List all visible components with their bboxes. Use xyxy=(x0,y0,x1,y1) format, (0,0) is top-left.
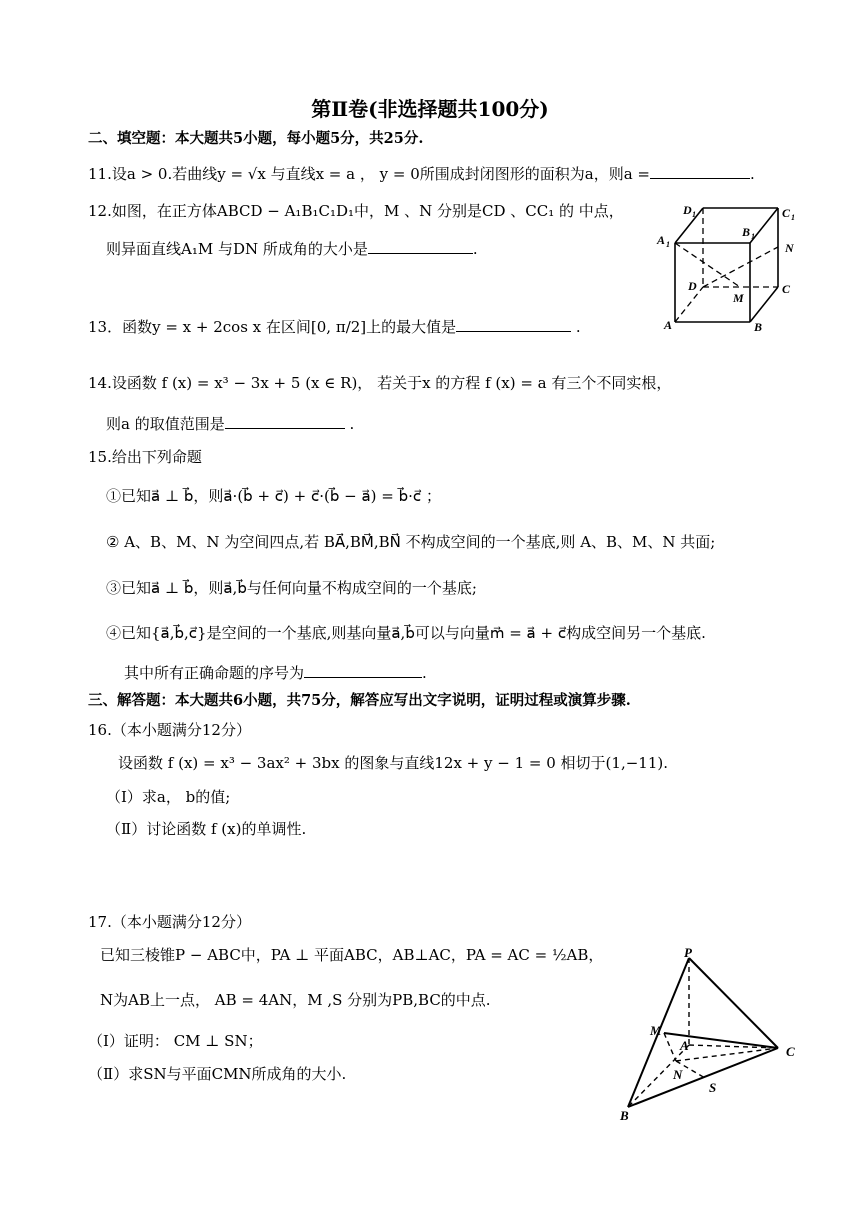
question-16-header: 16.（本小题满分12分） xyxy=(88,721,251,739)
pyramid-label-B: B xyxy=(620,1108,629,1123)
question-17-header: 17.（本小题满分12分） xyxy=(88,913,251,931)
answer-blank-14[interactable] xyxy=(225,414,345,429)
cube-label-A1-sub: 1 xyxy=(666,240,670,249)
question-12-line-2: 则异面直线A₁M 与DN 所成角的大小是 . xyxy=(106,240,478,258)
question-11-text: 11.设a > 0.若曲线y = √x 与直线x = a ， y = 0所围成封闭图形的面积为a，则a = xyxy=(88,165,650,183)
cube-label-C: C xyxy=(782,282,791,296)
question-15-item-3: ③已知a⃗ ⊥ b⃗，则a⃗,b⃗与任何向量不构成空间的一个基底; xyxy=(106,579,477,597)
pyramid-label-S: S xyxy=(709,1080,717,1095)
cube-label-C1: C xyxy=(782,206,791,220)
cube-label-B1-sub: 1 xyxy=(751,232,755,241)
pyramid-label-M: M xyxy=(650,1023,662,1038)
section-fill-in: 二、填空题：本大题共5小题，每小题5分，共25分. xyxy=(88,130,424,147)
cube-label-B: B xyxy=(754,320,763,334)
cube-figure xyxy=(650,195,800,335)
question-16-part-2: （Ⅱ）讨论函数 f (x)的单调性. xyxy=(106,820,307,838)
question-13-text: 13．函数y = x + 2cos x 在区间[0, π/2]上的最大值是 xyxy=(88,318,457,336)
question-12-text: 则异面直线A₁M 与DN 所成角的大小是 xyxy=(106,240,368,258)
cube-label-M: M xyxy=(733,291,744,305)
question-15-conclusion: 其中所有正确命题的序号为 . xyxy=(124,664,427,682)
question-15-item-2: ② A、B、M、N 为空间四点,若 BA⃗,BM⃗,BN⃗ 不构成空间的一个基底,则 A、B、M、N 共面; xyxy=(106,533,716,551)
question-14-line-2: 则a 的取值范围是 . xyxy=(106,415,355,433)
answer-blank-15[interactable] xyxy=(304,663,422,678)
pyramid-label-N: N xyxy=(673,1067,683,1082)
question-17-statement-2: N为AB上一点， AB = 4AN，M ,S 分别为PB,BC的中点. xyxy=(100,991,491,1009)
pyramid-label-P: P xyxy=(684,945,692,960)
page-title: 第Ⅱ卷(非选择题共100分) xyxy=(311,97,549,121)
question-17-statement-1: 已知三棱锥P − ABC中，PA ⊥ 平面ABC，AB⊥AC，PA = AC = ½AB， xyxy=(100,946,604,964)
question-17-part-2: （Ⅱ）求SN与平面CMN所成角的大小. xyxy=(88,1065,347,1083)
cube-label-A: A xyxy=(664,318,673,332)
question-14-line-1: 14.设函数 f (x) = x³ − 3x + 5 (x ∈ R)， 若关于x 的方程 f (x) = a 有三个不同实根， xyxy=(88,374,672,392)
question-15-item-4: ④已知{a⃗,b⃗,c⃗}是空间的一个基底,则基向量a⃗,b⃗可以与向量m⃗ = a⃗ + c⃗构成空间另一个基底. xyxy=(106,624,706,642)
cube-label-A1: A xyxy=(657,233,666,247)
question-11: 11.设a > 0.若曲线y = √x 与直线x = a ， y = 0所围成封闭图形的面积为a，则a = . xyxy=(88,165,755,183)
section-solutions: 三、解答题：本大题共6小题，共75分，解答应写出文字说明，证明过程或演算步骤. xyxy=(88,692,631,709)
pyramid-figure xyxy=(610,940,810,1125)
cube-label-D1-sub: 1 xyxy=(692,210,696,219)
pyramid-label-A: A xyxy=(680,1038,689,1053)
cube-label-B1: B xyxy=(742,225,751,239)
pyramid-label-C: C xyxy=(786,1044,795,1059)
answer-blank-12[interactable] xyxy=(368,239,473,254)
question-15-intro: 15.给出下列命题 xyxy=(88,448,202,466)
question-15-text: 其中所有正确命题的序号为 xyxy=(124,664,305,682)
question-16-statement: 设函数 f (x) = x³ − 3ax² + 3bx 的图象与直线12x + y − 1 = 0 相切于(1,−11). xyxy=(118,754,668,772)
cube-label-D1: D xyxy=(683,203,692,217)
answer-blank-11[interactable] xyxy=(650,164,750,179)
answer-blank-13[interactable] xyxy=(456,317,571,332)
cube-label-N: N xyxy=(785,241,794,255)
question-16-part-1: （Ⅰ）求a， b的值; xyxy=(106,788,231,806)
question-13: 13．函数y = x + 2cos x 在区间[0, π/2]上的最大值是 . xyxy=(88,318,581,336)
question-14-text: 则a 的取值范围是 xyxy=(106,415,225,433)
question-12-line-1: 12.如图，在正方体ABCD − A₁B₁C₁D₁中，M 、N 分别是CD 、CC₁ 的 中点， xyxy=(88,202,624,220)
question-17-part-1: （Ⅰ）证明： CM ⊥ SN； xyxy=(88,1032,263,1050)
cube-label-C1-sub: 1 xyxy=(791,213,795,222)
question-15-item-1: ①已知a⃗ ⊥ b⃗，则a⃗·(b⃗ + c⃗) + c⃗·(b⃗ − a⃗) = b⃗·c⃗ ； xyxy=(106,487,441,505)
cube-label-D: D xyxy=(688,279,697,293)
